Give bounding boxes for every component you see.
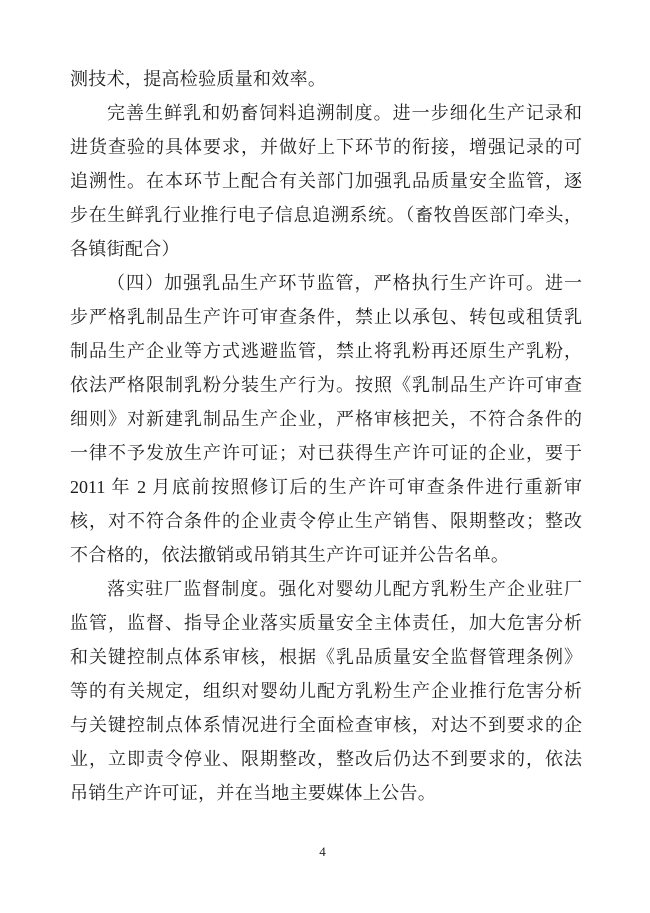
document-line: 等的有关规定，组织对婴幼儿配方乳粉生产企业推行危害分析 (70, 681, 582, 701)
document-line: 监管，监督、指导企业落实质量安全主体责任，加大危害分析 (70, 613, 582, 633)
document-line: （四）加强乳品生产环节监管，严格执行生产许可。进一 (107, 273, 582, 293)
document-line: 吊销生产许可证，并在当地主要媒体上公告。 (70, 783, 436, 803)
document-line: 进货查验的具体要求，并做好上下环节的衔接，增强记录的可 (70, 137, 582, 157)
document-line: 细则》对新建乳制品生产企业，严格审核把关，不符合条件的 (70, 409, 582, 429)
document-line: 与关键控制点体系情况进行全面检查审核，对达不到要求的企 (70, 715, 582, 735)
document-line: 一律不予发放生产许可证；对已获得生产许可证的企业，要于 (70, 443, 582, 463)
page-footer (70, 843, 575, 861)
document-line: 测技术，提高检验质量和效率。 (70, 69, 327, 89)
document-line: 和关键控制点体系审核，根据《乳品质量安全监督管理条例》 (70, 647, 582, 667)
document-line: 各镇街配合） (70, 239, 180, 259)
page-number: 4 (319, 844, 326, 859)
document-line: 不合格的，依法撤销或吊销其生产许可证并公告名单。 (70, 545, 510, 565)
document-line: 完善生鲜乳和奶畜饲料追溯制度。进一步细化生产记录和 (107, 103, 582, 123)
document-text-block (70, 62, 582, 810)
document-line: 制品生产企业等方式逃避监管，禁止将乳粉再还原生产乳粉， (70, 341, 582, 361)
document-line: 落实驻厂监督制度。强化对婴幼儿配方乳粉生产企业驻厂 (107, 579, 582, 599)
document-line: 业，立即责令停业、限期整改，整改后仍达不到要求的，依法 (70, 749, 582, 769)
document-line: 步严格乳制品生产许可审查条件，禁止以承包、转包或租赁乳 (70, 307, 582, 327)
document-line: 追溯性。在本环节上配合有关部门加强乳品质量安全监管，逐 (70, 171, 582, 191)
document-line: 核，对不符合条件的企业责令停止生产销售、限期整改；整改 (70, 511, 582, 531)
document-line: 2011 年 2 月底前按照修订后的生产许可审查条件进行重新审 (70, 477, 582, 497)
document-line: 依法严格限制乳粉分装生产行为。按照《乳制品生产许可审查 (70, 375, 582, 395)
document-line: 步在生鲜乳行业推行电子信息追溯系统。（畜牧兽医部门牵头， (70, 205, 582, 225)
